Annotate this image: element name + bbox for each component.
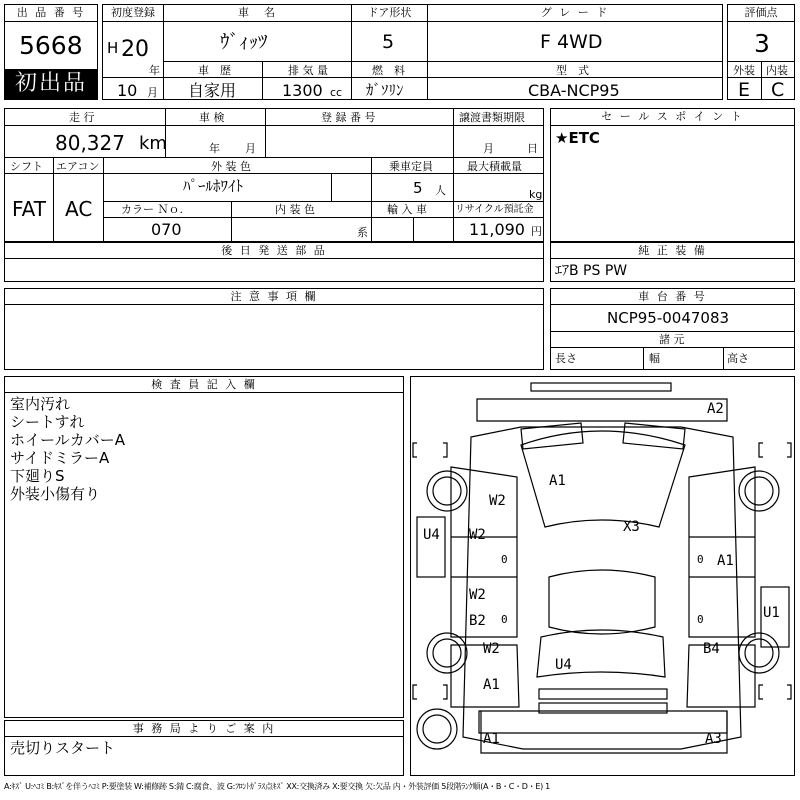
color-no-value: 070 [151, 220, 182, 239]
damage-mark: X3 [623, 519, 640, 535]
equipment-box [550, 242, 795, 282]
fuel-label: 燃 料 [372, 64, 405, 77]
damage-mark: W2 [483, 641, 500, 657]
ext-color-label: 外 装 色 [211, 160, 251, 173]
inspection-year-unit: 年 [209, 142, 220, 155]
inspector-box [4, 376, 404, 718]
legend: A:ｷｽﾞ U:ﾍｺﾐ B:ｷｽﾞを伴うﾍｺﾐ P:要塗装 W:補修跡 S:錆 C:腐食、波 G:ﾌﾛﾝﾄｶﾞﾗｽ点ｷｽﾞ XX:交換済み X:要交換 欠:欠品 内・外装評価 5段階ﾗﾝｸ順(A・B・C・D・E) 1 [4, 782, 550, 791]
transfer-label: 譲渡書類期限 [459, 111, 525, 124]
era-letter: H [107, 39, 119, 57]
recycle-value: 11,090 [469, 220, 525, 239]
int-label: 内装 [766, 64, 788, 77]
shift-label: シフト [10, 160, 43, 173]
inspector-line: シートすれ [10, 413, 85, 431]
first-reg-box [102, 4, 164, 100]
capacity-label: 乗車定員 [389, 160, 433, 173]
inspector-lines [10, 395, 125, 503]
chassis-value: NCP95-0047083 [607, 309, 730, 327]
damage-mark: A1 [717, 553, 734, 569]
damage-mark: W2 [469, 527, 486, 543]
length-label: 長さ [555, 352, 577, 365]
ext-label: 外装 [733, 64, 755, 77]
detail-box [4, 108, 544, 242]
int-value: C [771, 79, 785, 101]
lot-label: 出 品 番 号 [5, 5, 97, 22]
lot-number: 5668 [19, 31, 83, 60]
transfer-day-unit: 日 [527, 142, 538, 155]
damage-diagram [410, 376, 795, 776]
height-label: 高さ [727, 352, 749, 365]
inspector-line: サイドミラーA [10, 449, 110, 467]
max-load-unit: kg [529, 188, 543, 201]
history-value: 自家用 [188, 81, 237, 100]
doors-box [351, 4, 428, 100]
damage-mark: U1 [763, 605, 780, 621]
fuel-value: ｶﾞｿﾘﾝ [366, 81, 404, 99]
inspector-line: ホイールカバーA [10, 431, 125, 449]
history-label: 車 歴 [198, 64, 231, 77]
grade-label: グ レ ー ド [428, 5, 722, 22]
office-value: 売切りスタート [10, 739, 116, 757]
month-unit: 月 [147, 86, 158, 99]
ext-value: E [738, 79, 751, 101]
lot-box [4, 4, 98, 100]
notes-label: 注 意 事 項 欄 [5, 289, 543, 305]
reg-year: 20 [121, 37, 149, 62]
sales-point-value: ★ETC [555, 129, 600, 147]
max-load-label: 最大積載量 [467, 160, 522, 173]
ext-color-value: ﾊﾟｰﾙﾎﾜｲﾄ [183, 177, 244, 195]
inspector-line: 下廻りS [10, 467, 65, 485]
grade-box [427, 4, 723, 100]
car-name-value: ｳﾞｨｯﾂ [220, 31, 268, 53]
damage-mark: A1 [483, 731, 500, 747]
office-label: 事 務 局 よ り ご 案 内 [5, 721, 403, 737]
damage-mark: B4 [703, 641, 720, 657]
chassis-label: 車 台 番 号 [551, 289, 794, 305]
damage-mark: 0 [697, 613, 704, 626]
damage-mark: W2 [469, 587, 486, 603]
score-value: 3 [754, 29, 770, 58]
damage-mark: A1 [549, 473, 566, 489]
mileage-unit: km [139, 133, 167, 154]
inspection-label: 車 検 [199, 111, 225, 124]
capacity-unit: 人 [435, 184, 446, 197]
notes-box [4, 288, 544, 370]
doors-value: 5 [382, 31, 395, 53]
import-label: 輸 入 車 [387, 203, 427, 216]
score-label: 評価点 [728, 5, 794, 22]
mileage-value: 80,327 [55, 131, 125, 155]
car-name-box [163, 4, 352, 100]
int-color-unit: 系 [357, 226, 368, 239]
inspection-month-unit: 月 [245, 142, 256, 155]
sales-point-box [550, 108, 795, 242]
displacement-label: 排 気 量 [288, 64, 328, 77]
shift-value: FAT [12, 197, 47, 221]
damage-mark: U4 [555, 657, 572, 673]
reg-number-label: 登 録 番 号 [321, 111, 376, 124]
first-reg-label: 初度登録 [103, 5, 163, 22]
damage-mark: A1 [483, 677, 500, 693]
grade-value: F 4WD [540, 31, 603, 53]
year-unit: 年 [149, 64, 160, 77]
capacity-value: 5 [413, 179, 423, 197]
aircon-label: エアコン [56, 160, 100, 173]
recycle-unit: 円 [531, 225, 542, 238]
chassis-box [550, 288, 795, 370]
later-parts-label: 後 日 発 送 部 品 [5, 243, 543, 259]
doors-label: ドア形状 [352, 5, 427, 22]
displacement-value: 1300 [282, 81, 323, 100]
inspector-line: 外装小傷有り [10, 485, 101, 503]
dimensions-label: 諸 元 [659, 333, 685, 346]
damage-mark: A3 [705, 731, 722, 747]
inspector-label: 検 査 員 記 入 欄 [5, 377, 403, 393]
inspector-line: 室内汚れ [10, 395, 71, 413]
first-listing-badge: 初出品 [5, 69, 97, 99]
aircon-value: AC [65, 197, 93, 221]
reg-month: 10 [117, 81, 138, 100]
office-box [4, 720, 404, 776]
model-value: CBA-NCP95 [528, 81, 620, 100]
car-outline-diagram [411, 377, 794, 775]
width-label: 幅 [649, 352, 660, 365]
damage-mark: 0 [501, 613, 508, 626]
damage-mark: B2 [469, 613, 486, 629]
recycle-label: リサイクル預託金 [455, 204, 534, 215]
damage-mark: A2 [707, 401, 724, 417]
color-no-label: カラー Ｎｏ. [121, 203, 183, 216]
damage-mark: 0 [697, 553, 704, 566]
damage-mark: 0 [501, 553, 508, 566]
transfer-month-unit: 月 [483, 142, 494, 155]
damage-mark: U4 [423, 527, 440, 543]
later-parts-box [4, 242, 544, 282]
equipment-label: 純 正 装 備 [551, 243, 794, 259]
mileage-label: 走 行 [69, 111, 95, 124]
int-color-label: 内 装 色 [275, 203, 315, 216]
equipment-value: ｴｱB PS PW [555, 263, 628, 279]
damage-mark: W2 [489, 493, 506, 509]
sales-point-label: セ ー ル ス ポ イ ン ト [551, 109, 794, 126]
car-name-label: 車 名 [164, 5, 351, 22]
displacement-unit: cc [330, 86, 343, 99]
score-box [727, 4, 795, 100]
model-label: 型 式 [556, 64, 589, 77]
